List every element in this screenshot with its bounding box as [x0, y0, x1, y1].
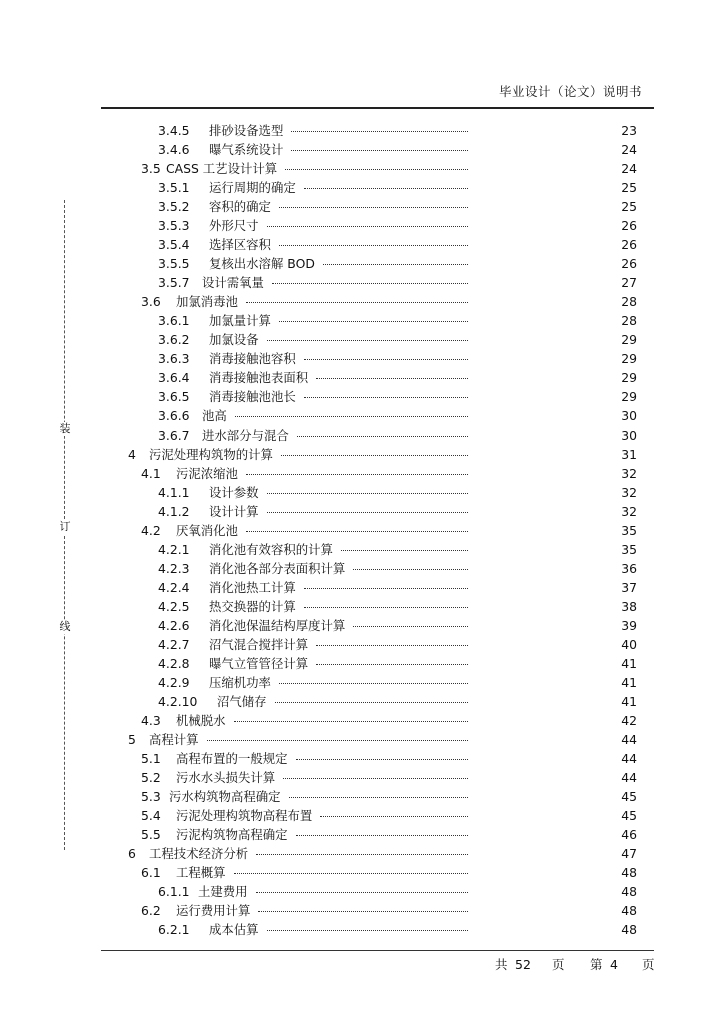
toc-entry[interactable]	[0, 254, 723, 273]
toc-leader-dots	[304, 607, 468, 608]
toc-entry-page: 24	[621, 142, 637, 158]
toc-entry-number: 4.1	[141, 465, 161, 481]
toc-leader-dots	[291, 150, 468, 151]
toc-entry-number: 3.5.3	[158, 218, 190, 234]
toc-entry[interactable]	[0, 426, 723, 445]
toc-entry[interactable]	[0, 140, 723, 159]
toc-entry[interactable]	[0, 121, 723, 140]
toc-entry[interactable]	[0, 273, 723, 292]
toc-entry-title: 运行周期的确定	[209, 180, 296, 196]
toc-entry-title: 进水部分与混合	[202, 427, 289, 443]
toc-entry-title: 曝气立管管径计算	[209, 655, 309, 671]
toc-entry-page: 45	[621, 808, 637, 824]
footer-total-pages: 52	[515, 957, 531, 972]
toc-leader-dots	[256, 892, 468, 893]
toc-entry-number: 4.2.5	[158, 598, 190, 614]
toc-entry-title: 加氯设备	[209, 332, 259, 348]
toc-entry-number: 3.4.5	[158, 123, 190, 138]
toc-entry-title: 加氯消毒池	[176, 294, 238, 310]
toc-entry-number: 4.2.3	[158, 560, 190, 576]
toc-entry-number: 4.1.1	[158, 484, 190, 500]
toc-leader-dots	[341, 550, 468, 551]
toc-entry-page: 26	[621, 256, 637, 272]
binding-char-ding: 订	[59, 520, 71, 533]
toc-entry[interactable]	[0, 711, 723, 730]
toc-entry-page: 36	[621, 560, 637, 576]
toc-entry-title: 选择区容积	[209, 237, 271, 253]
toc-entry-page: 48	[621, 865, 637, 881]
toc-entry-page: 46	[621, 827, 637, 843]
toc-entry-number: 3.6.3	[158, 351, 190, 367]
toc-entry[interactable]	[0, 806, 723, 825]
toc-entry-page: 29	[621, 332, 637, 348]
toc-entry[interactable]	[0, 216, 723, 235]
toc-leader-dots	[316, 378, 468, 379]
toc-entry[interactable]	[0, 692, 723, 711]
toc-entry-number: 3.6.4	[158, 370, 190, 386]
toc-entry[interactable]	[0, 330, 723, 349]
toc-entry[interactable]	[0, 749, 723, 768]
toc-entry-number: 4.2.4	[158, 579, 190, 595]
toc-entry-title: 复核出水溶解 BOD	[209, 256, 315, 272]
toc-entry-number: 4.2.10	[158, 693, 198, 709]
toc-entry[interactable]	[0, 635, 723, 654]
toc-leader-dots	[235, 416, 468, 417]
toc-entry-number: 3.6.1	[158, 313, 190, 329]
toc-entry-page: 27	[621, 275, 637, 291]
toc-entry-page: 44	[621, 751, 637, 767]
toc-entry[interactable]	[0, 825, 723, 844]
toc-entry-number: 3.4.6	[158, 142, 190, 158]
toc-entry[interactable]	[0, 235, 723, 254]
toc-entry-number: 3.6	[141, 294, 161, 310]
toc-entry-page: 38	[621, 598, 637, 614]
toc-entry-page: 41	[621, 693, 637, 709]
toc-leader-dots	[304, 397, 468, 398]
toc-leader-dots	[267, 226, 468, 227]
toc-entry[interactable]	[0, 502, 723, 521]
toc-leader-dots	[279, 207, 468, 208]
toc-entry-title: 高程布置的一般规定	[176, 751, 288, 767]
toc-leader-dots	[279, 245, 468, 246]
toc-entry[interactable]	[0, 159, 723, 178]
toc-entry-number: 3.6.6	[158, 408, 190, 424]
toc-entry-title: 热交换器的计算	[209, 598, 296, 614]
toc-leader-dots	[323, 264, 468, 265]
toc-leader-dots	[246, 474, 468, 475]
toc-entry[interactable]	[0, 197, 723, 216]
toc-leader-dots	[296, 835, 468, 836]
toc-entry-title: 污泥浓缩池	[176, 465, 238, 481]
toc-leader-dots	[316, 645, 468, 646]
toc-entry-page: 28	[621, 294, 637, 310]
toc-entry-page: 29	[621, 389, 637, 405]
toc-entry[interactable]	[0, 349, 723, 368]
toc-entry-number: 3.6.2	[158, 332, 190, 348]
toc-entry-number: 3.5.1	[158, 180, 190, 196]
toc-entry-number: 5.4	[141, 808, 161, 824]
toc-entry-page: 26	[621, 218, 637, 234]
toc-entry-page: 42	[621, 712, 637, 728]
toc-leader-dots	[267, 493, 468, 494]
toc-entry[interactable]	[0, 559, 723, 578]
toc-entry[interactable]	[0, 578, 723, 597]
toc-entry-page: 26	[621, 237, 637, 253]
toc-leader-dots	[267, 340, 468, 341]
toc-entry-title: 消毒接触池池长	[209, 389, 296, 405]
toc-entry-page: 32	[621, 503, 637, 519]
toc-entry-page: 23	[621, 123, 637, 138]
toc-entry-title: 压缩机功率	[209, 674, 271, 690]
toc-entry-title: 外形尺寸	[209, 218, 259, 234]
footer-current-prefix: 第	[590, 957, 603, 972]
toc-entry[interactable]	[0, 540, 723, 559]
toc-leader-dots	[296, 759, 468, 760]
toc-entry-page: 41	[621, 674, 637, 690]
toc-entry-title: 厌氧消化池	[176, 522, 238, 538]
toc-leader-dots	[246, 531, 468, 532]
toc-leader-dots	[297, 436, 468, 437]
toc-entry-number: 4.3	[141, 712, 161, 728]
toc-entry-title: 消化池有效容积的计算	[209, 541, 333, 557]
toc-entry-page: 44	[621, 770, 637, 786]
toc-entry-number: 4.2	[141, 522, 161, 538]
toc-entry[interactable]	[0, 730, 723, 749]
toc-entry-title: 工程概算	[176, 865, 226, 881]
toc-entry-title: 沼气混合搅拌计算	[209, 636, 309, 652]
footer-current-suffix: 页	[642, 957, 655, 972]
toc-entry-title: 消化池各部分表面积计算	[209, 560, 346, 576]
toc-entry-title: 设计计算	[209, 503, 259, 519]
toc-leader-dots	[304, 188, 468, 189]
toc-entry-number: 4.2.8	[158, 655, 190, 671]
toc-entry[interactable]	[0, 844, 723, 863]
toc-leader-dots	[275, 702, 468, 703]
toc-entry[interactable]	[0, 406, 723, 425]
toc-leader-dots	[267, 930, 468, 931]
toc-entry-number: 5.5	[141, 827, 161, 843]
toc-entry-title: 工程技术经济分析	[149, 846, 249, 862]
toc-leader-dots	[281, 455, 468, 456]
toc-entry[interactable]	[0, 616, 723, 635]
toc-entry-number: 5.2	[141, 770, 161, 786]
toc-entry-page: 48	[621, 903, 637, 919]
toc-entry-number: 3.6.5	[158, 389, 190, 405]
toc-leader-dots	[207, 740, 468, 741]
toc-entry-title: 污泥处理构筑物高程布置	[176, 808, 313, 824]
toc-entry-title: 高程计算	[149, 732, 199, 747]
toc-entry-page: 40	[621, 636, 637, 652]
footer-total-suffix: 页	[552, 957, 565, 972]
toc-entry-number: 4.2.6	[158, 617, 190, 633]
toc-entry-page: 29	[621, 370, 637, 386]
toc-entry[interactable]	[0, 311, 723, 330]
toc-entry-title: 土建费用	[198, 884, 248, 900]
toc-entry-title: 机械脱水	[176, 712, 226, 728]
toc-entry-page: 45	[621, 789, 637, 805]
toc-entry[interactable]	[0, 445, 723, 464]
toc-leader-dots	[267, 512, 468, 513]
toc-entry-title: CASS 工艺设计计算	[166, 161, 278, 177]
toc-entry-title: 消化池保温结构厚度计算	[209, 617, 346, 633]
toc-leader-dots	[304, 588, 468, 589]
toc-entry-page: 28	[621, 313, 637, 329]
toc-leader-dots	[279, 683, 468, 684]
toc-entry-number: 4.2.9	[158, 674, 190, 690]
binding-char-zhuang: 装	[59, 422, 71, 435]
toc-entry-number: 5	[128, 732, 136, 747]
toc-entry-title: 消毒接触池容积	[209, 351, 296, 367]
toc-entry-number: 5.3	[141, 789, 161, 805]
toc-leader-dots	[285, 169, 468, 170]
toc-entry-number: 5.1	[141, 751, 161, 767]
toc-entry[interactable]	[0, 368, 723, 387]
binding-char-xian: 线	[59, 620, 71, 633]
toc-entry-title: 污泥处理构筑物的计算	[149, 446, 273, 462]
toc-entry[interactable]	[0, 464, 723, 483]
toc-entry-page: 48	[621, 922, 637, 938]
toc-entry-title: 曝气系统设计	[209, 142, 284, 158]
toc-entry[interactable]	[0, 882, 723, 901]
toc-entry-number: 6	[128, 846, 136, 862]
toc-entry-page: 35	[621, 522, 637, 538]
toc-entry-page: 25	[621, 199, 637, 215]
toc-entry-number: 3.6.7	[158, 427, 190, 443]
toc-entry[interactable]	[0, 483, 723, 502]
toc-entry-title: 运行费用计算	[176, 903, 251, 919]
toc-entry-number: 3.5.2	[158, 199, 190, 215]
toc-entry-title: 池高	[202, 408, 227, 424]
toc-entry[interactable]	[0, 863, 723, 882]
toc-leader-dots	[291, 131, 468, 132]
toc-entry[interactable]	[0, 768, 723, 787]
toc-entry[interactable]	[0, 920, 723, 939]
toc-entry-page: 30	[621, 427, 637, 443]
toc-entry-title: 消化池热工计算	[209, 579, 296, 595]
toc-entry-title: 容积的确定	[209, 199, 271, 215]
footer-total-prefix: 共	[495, 957, 508, 972]
footer-rule	[101, 950, 654, 951]
toc-entry-number: 3.5	[141, 161, 161, 177]
toc-entry-page: 44	[621, 732, 637, 747]
toc-entry[interactable]	[0, 387, 723, 406]
toc-entry-page: 25	[621, 180, 637, 196]
toc-leader-dots	[353, 569, 468, 570]
toc-leader-dots	[289, 797, 468, 798]
toc-leader-dots	[246, 302, 468, 303]
toc-leader-dots	[304, 359, 468, 360]
toc-leader-dots	[283, 778, 468, 779]
toc-entry-number: 3.5.4	[158, 237, 190, 253]
toc-entry[interactable]	[0, 597, 723, 616]
toc-entry-title: 污水水头损失计算	[176, 770, 276, 786]
toc-entry[interactable]	[0, 673, 723, 692]
toc-leader-dots	[353, 626, 468, 627]
toc-leader-dots	[272, 283, 468, 284]
toc-entry-page: 47	[621, 846, 637, 862]
toc-entry-page: 41	[621, 655, 637, 671]
toc-entry-title: 污水构筑物高程确定	[169, 789, 281, 805]
toc-entry-page: 39	[621, 617, 637, 633]
toc-leader-dots	[279, 321, 468, 322]
toc-entry[interactable]	[0, 292, 723, 311]
footer-current-page: 4	[610, 957, 618, 972]
page-header-title: 毕业设计（论文）说明书	[498, 84, 642, 99]
toc-entry-number: 3.5.7	[158, 275, 190, 291]
toc-entry-number: 4.2.1	[158, 541, 190, 557]
toc-entry-title: 加氯量计算	[209, 313, 271, 329]
toc-leader-dots	[234, 873, 468, 874]
toc-entry-title: 设计参数	[209, 484, 259, 500]
toc-entry[interactable]	[0, 654, 723, 673]
header-rule	[101, 107, 654, 109]
toc-entry-page: 31	[621, 446, 637, 462]
toc-leader-dots	[234, 721, 468, 722]
toc-entry-number: 6.1.1	[158, 884, 190, 900]
toc-entry-page: 30	[621, 408, 637, 424]
toc-entry[interactable]	[0, 787, 723, 806]
toc-entry-number: 4.1.2	[158, 503, 190, 519]
toc-entry-title: 成本估算	[209, 922, 259, 938]
toc-entry[interactable]	[0, 901, 723, 920]
toc-entry-page: 24	[621, 161, 637, 177]
toc-entry-title: 沼气储存	[217, 693, 267, 709]
toc-entry[interactable]	[0, 178, 723, 197]
toc-entry-number: 4.2.7	[158, 636, 190, 652]
toc-leader-dots	[256, 854, 468, 855]
toc-entry-number: 6.2.1	[158, 922, 190, 938]
toc-entry-number: 3.5.5	[158, 256, 190, 272]
toc-entry[interactable]	[0, 521, 723, 540]
toc-entry-page: 29	[621, 351, 637, 367]
toc-entry-number: 4	[128, 446, 136, 462]
toc-leader-dots	[316, 664, 468, 665]
toc-entry-title: 设计需氧量	[202, 275, 264, 291]
toc-entry-page: 32	[621, 465, 637, 481]
toc-entry-number: 6.2	[141, 903, 161, 919]
toc-entry-page: 48	[621, 884, 637, 900]
toc-entry-page: 32	[621, 484, 637, 500]
toc-entry-title: 排砂设备选型	[209, 123, 284, 138]
toc-entry-title: 消毒接触池表面积	[209, 370, 309, 386]
toc-entry-page: 35	[621, 541, 637, 557]
toc-leader-dots	[258, 911, 468, 912]
toc-entry-page: 37	[621, 579, 637, 595]
toc-leader-dots	[320, 816, 468, 817]
toc-entry-number: 6.1	[141, 865, 161, 881]
table-of-contents	[0, 121, 723, 939]
toc-entry-title: 污泥构筑物高程确定	[176, 827, 288, 843]
